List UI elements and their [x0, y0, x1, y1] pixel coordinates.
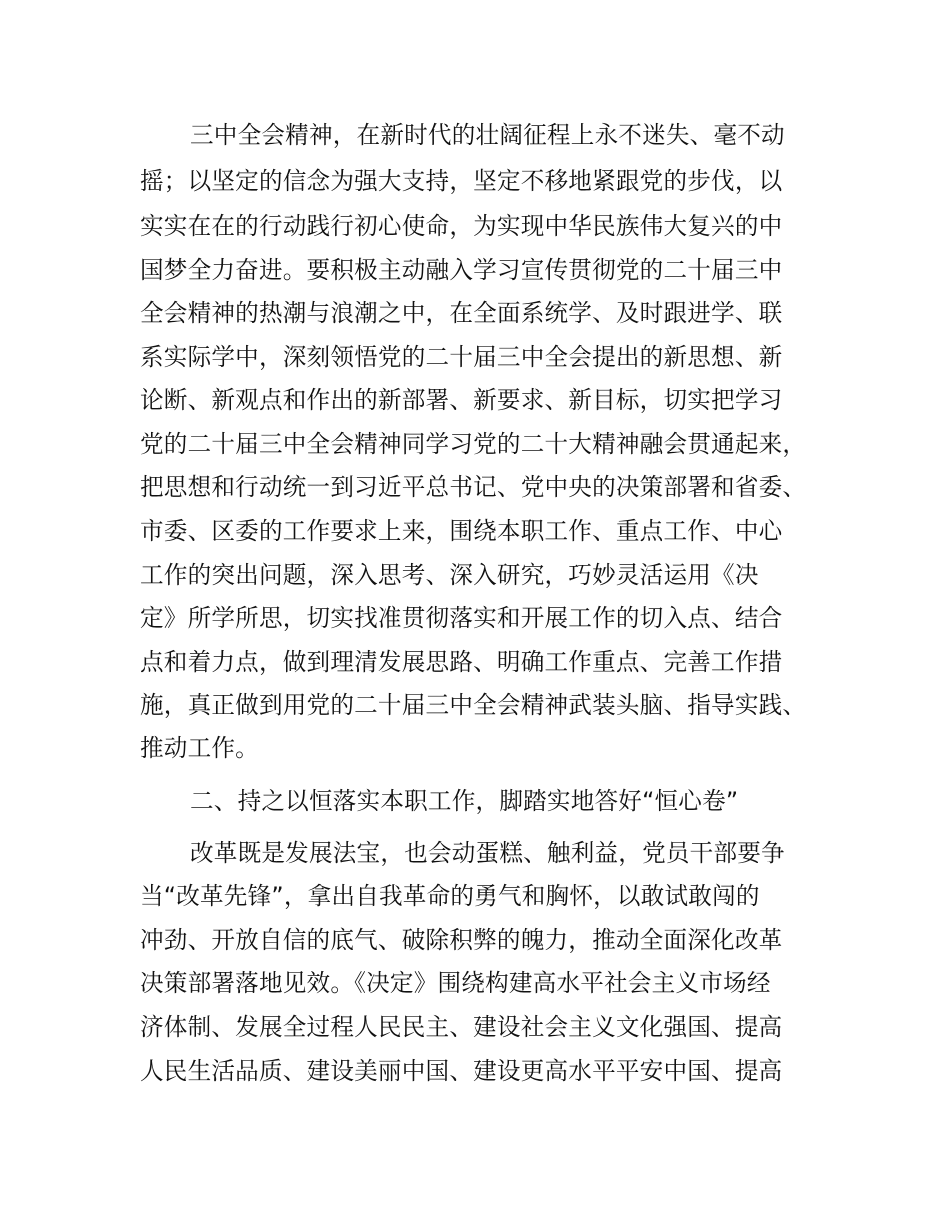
paragraph-1-line-5: 全会精神的热潮与浪潮之中，在全面系统学、及时跟进学、联 — [140, 299, 783, 327]
paragraph-1-line-7: 论断、新观点和作出的新部署、新要求、新目标，切实把学习 — [140, 386, 783, 414]
paragraph-2-line-2: 当“改革先锋”，拿出自我革命的勇气和胸怀，以敢试敢闯的 — [140, 882, 760, 910]
paragraph-1-line-10: 市委、区委的工作要求上来，围绕本职工作、重点工作、中心 — [140, 517, 783, 545]
paragraph-1-line-3: 实实在在的行动践行初心使命，为实现中华民族伟大复兴的中 — [140, 212, 783, 240]
paragraph-2-line-6: 人民生活品质、建设美丽中国、建设更高水平平安中国、提高 — [140, 1057, 783, 1085]
paragraph-1-line-2: 摇；以坚定的信念为强大支持，坚定不移地紧跟党的步伐，以 — [140, 167, 783, 195]
paragraph-1-line-11: 工作的突出问题，深入思考、深入研究，巧妙灵活运用《决 — [140, 561, 759, 589]
paragraph-1-line-9: 把思想和行动统一到习近平总书记、党中央的决策部署和省委、 — [140, 473, 807, 501]
paragraph-2-line-3: 冲劲、开放自信的底气、破除积弊的魄力，推动全面深化改革 — [140, 926, 783, 954]
paragraph-1-line-13: 点和着力点，做到理清发展思路、明确工作重点、完善工作措 — [140, 648, 783, 676]
paragraph-1-line-4: 国梦全力奋进。要积极主动融入学习宣传贯彻党的二十届三中 — [140, 256, 783, 284]
paragraph-1-line-12: 定》所学所思，切实找准贯彻落实和开展工作的切入点、结合 — [140, 604, 783, 632]
paragraph-2-line-5: 济体制、发展全过程人民民主、建设社会主义文化强国、提高 — [140, 1013, 783, 1041]
paragraph-1-line-14: 施，真正做到用党的二十届三中全会精神武装头脑、指导实践、 — [140, 691, 807, 719]
paragraph-1-line-1: 三中全会精神，在新时代的壮阔征程上永不迷失、毫不动 — [190, 121, 785, 149]
paragraph-2-line-4: 决策部署落地见效。《决定》围绕构建高水平社会主义市场经 — [140, 969, 771, 997]
section-heading: 二、持之以恒落实本职工作，脚踏实地答好“恒心卷” — [190, 787, 739, 815]
paragraph-1-line-8: 党的二十届三中全会精神同学习党的二十大精神融会贯通起来， — [140, 430, 807, 458]
paragraph-1-line-15: 推动工作。 — [140, 734, 259, 762]
paragraph-2-line-1: 改革既是发展法宝，也会动蛋糕、触利益，党员干部要争 — [190, 839, 785, 867]
paragraph-1-line-6: 系实际学中，深刻领悟党的二十届三中全会提出的新思想、新 — [140, 343, 783, 371]
